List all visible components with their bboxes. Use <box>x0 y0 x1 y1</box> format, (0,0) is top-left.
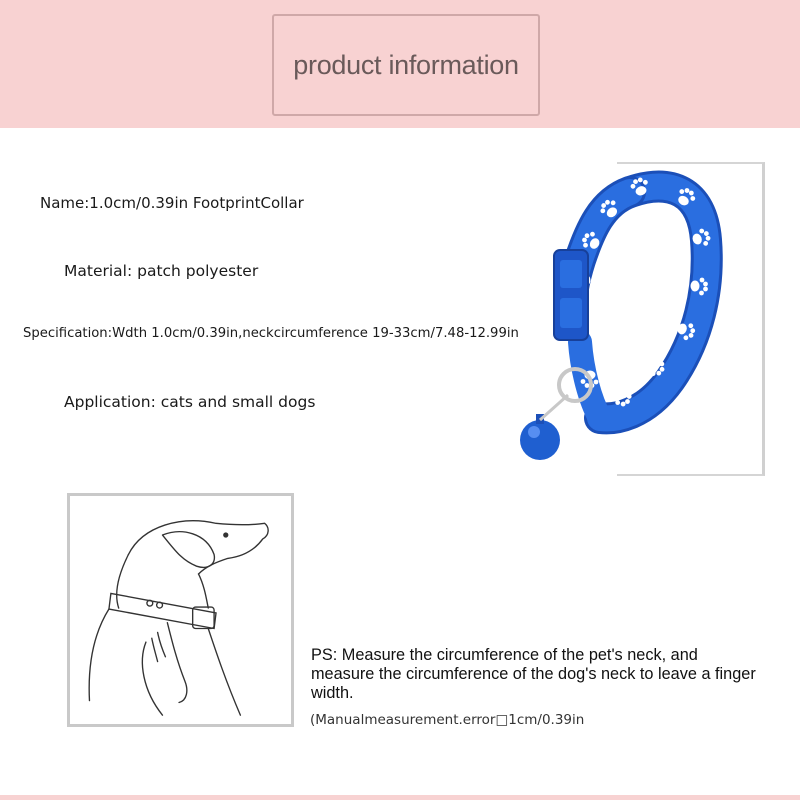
collar-photo <box>440 170 770 510</box>
spec-application: Application: cats and small dogs <box>64 393 316 411</box>
spec-material: Material: patch polyester <box>64 262 259 280</box>
spec-specification: Specification:Wdth 1.0cm/0.39in,neckcircumference 19-33cm/7.48-12.99in <box>23 326 519 341</box>
bottom-strip <box>0 795 800 800</box>
spec-name: Name:1.0cm/0.39in FootprintCollar <box>40 194 304 212</box>
dog-neck-drawing <box>70 496 291 724</box>
dog-illustration <box>67 493 294 727</box>
ps-note: PS: Measure the circumference of the pet's neck, and measure the circumference of the dog's neck to leave a finger width. <box>311 646 756 702</box>
measurement-error-note: (Manualmeasurement.error□1cm/0.39in <box>310 712 585 728</box>
title-box <box>272 14 540 116</box>
page-title: product information <box>293 49 519 80</box>
header-band <box>0 0 800 128</box>
